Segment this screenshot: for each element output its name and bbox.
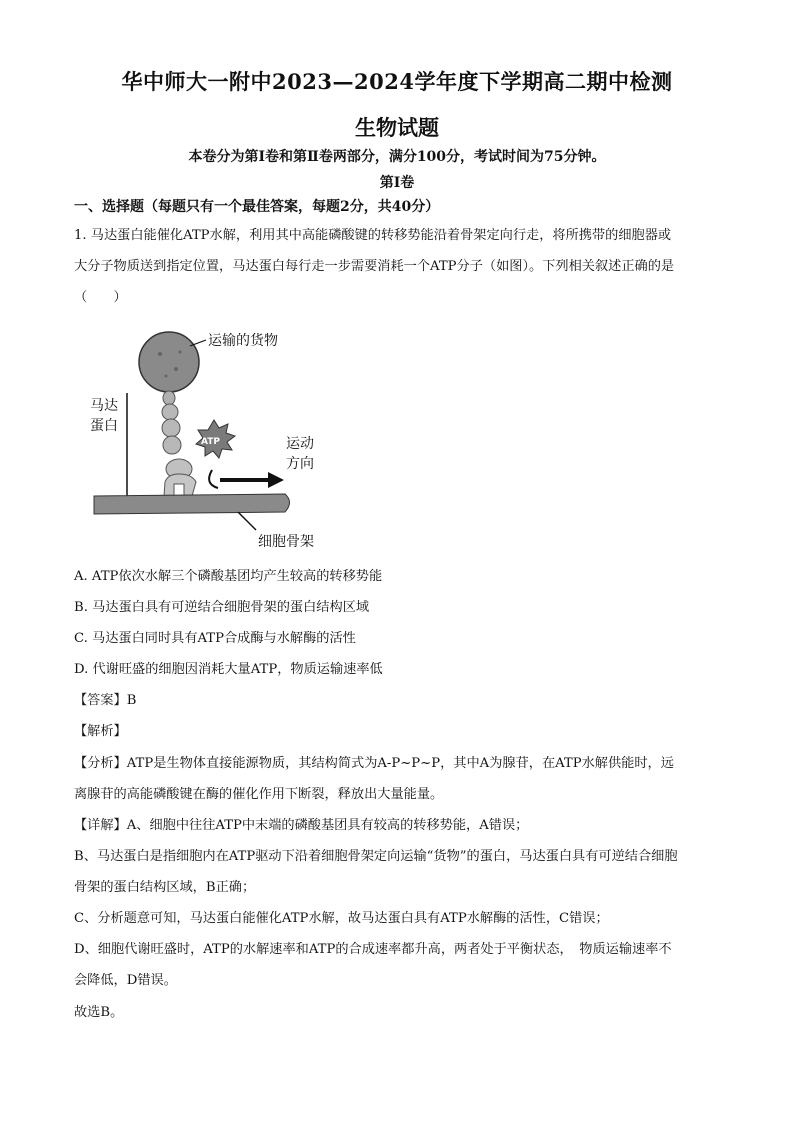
cytoskeleton-label: 细胞骨架 [258, 534, 314, 550]
motor-label-2: 蛋白 [90, 418, 118, 434]
fenxi-line-1 [74, 754, 724, 774]
xiangjie-line-3: 骨架的蛋白结构区域，B正确； [74, 880, 256, 895]
section-heading: 一、选择题（每题只有一个最佳答案，每题2分，共40分） [74, 199, 440, 215]
cargo-sphere [139, 332, 199, 392]
fenxi-line-2: 离腺苷的高能磷酸键在酶的催化作用下断裂，释放出大量能量。 [74, 787, 444, 802]
option-a: A. ATP依次水解三个磷酸基团均产生较高的转移势能 [74, 569, 383, 584]
answer-line [74, 691, 724, 711]
cytoskeleton-pointer [238, 512, 256, 530]
motor-feet [164, 474, 196, 496]
stalk-bead [162, 419, 180, 437]
direction-label-1: 运动 [286, 436, 314, 452]
stalk-bead [163, 391, 175, 405]
xiangjie-line-4: C、分析题意可知，马达蛋白能催化ATP水解，故马达蛋白具有ATP水解酶的活性，C错误； [74, 911, 609, 926]
stalk-bead [163, 436, 181, 454]
question-stem-line-3: （ ） [74, 290, 127, 305]
option-c: C. 马达蛋白同时具有ATP合成酶与水解酶的活性 [74, 631, 356, 646]
motor-label-1: 马达 [90, 398, 118, 414]
xiangjie-line-1 [74, 816, 724, 836]
xiangjie-text-1: A、细胞中往往ATP中末端的磷酸基团具有较高的转移势能，A错误； [126, 818, 529, 833]
answer-value: B [126, 693, 137, 708]
fenxi-text-1: ATP是生物体直接能源物质，其结构简式为A-P~P~P，其中A为腺苷，在ATP水解供能时，远 [126, 756, 674, 771]
xiangjie-line-5: D、细胞代谢旺盛时，ATP的水解速率和ATP的合成速率都升高，两者处于平衡状态， 物质运输速率不 [74, 942, 672, 957]
option-d: D. 代谢旺盛的细胞因消耗大量ATP，物质运输速率低 [74, 662, 383, 677]
xiangjie-line-2: B、马达蛋白是指细胞内在ATP驱动下沿着细胞骨架定向运输“货物”的蛋白，马达蛋白具有可逆结合细胞 [74, 849, 678, 864]
exam-title: 华中师大一附中2023—2024学年度下学期高二期中检测 [121, 69, 673, 94]
question-stem-line-1: 1. 马达蛋白能催化ATP水解，利用其中高能磷酸键的转移势能沿着骨架定向行走，将所携带的细胞器或 [74, 228, 672, 243]
fenxi-tag: 【分析】 [74, 756, 127, 771]
curved-arrow [209, 470, 218, 488]
analysis-tag: 【解析】 [74, 724, 127, 739]
subject-title: 生物试题 [355, 115, 439, 140]
question-stem-line-2: 大分子物质送到指定位置，马达蛋白每行走一步需要消耗一个ATP分子（如图）。下列相关叙述正确的是 [74, 259, 675, 274]
direction-label-2: 方向 [286, 456, 314, 472]
motor-protein-diagram [80, 324, 340, 564]
option-b: B. 马达蛋白具有可逆结合细胞骨架的蛋白结构区域 [74, 600, 370, 615]
exam-notice: 本卷分为第Ⅰ卷和第Ⅱ卷两部分，满分100分，考试时间为75分钟。 [188, 149, 606, 165]
volume-heading: 第Ⅰ卷 [379, 175, 415, 191]
cargo-label: 运输的货物 [208, 333, 278, 349]
atp-label: ATP [201, 437, 221, 447]
direction-arrow-head [268, 472, 284, 488]
xiangjie-line-6: 会降低，D错误。 [74, 973, 177, 988]
xiangjie-line-7: 故选B。 [74, 1005, 124, 1020]
answer-tag: 【答案】 [74, 693, 127, 708]
cytoskeleton-bar [94, 494, 290, 514]
stalk-bead [162, 404, 178, 420]
xiangjie-tag: 【详解】 [74, 818, 127, 833]
